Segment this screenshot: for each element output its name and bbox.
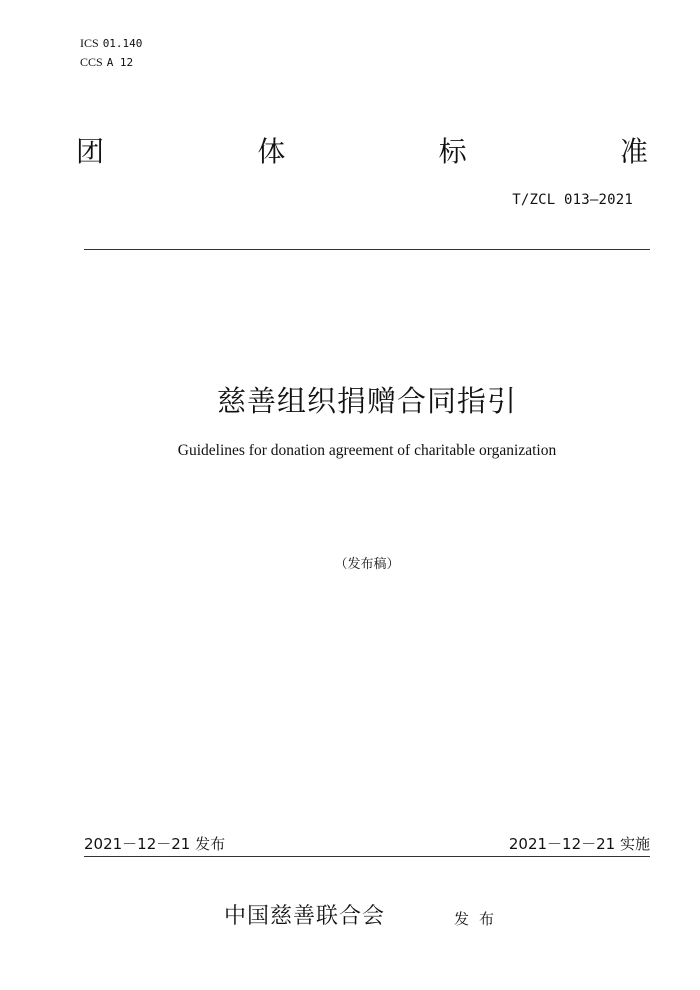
issue-date: 2021－12－21 发布 (84, 835, 226, 853)
ics-label: ICS (80, 36, 99, 50)
title-english: Guidelines for donation agreement of charitable organization (177, 442, 557, 459)
implementation-date: 2021－12－21 实施 (508, 835, 650, 853)
standard-type-char: 准 (619, 135, 648, 168)
publisher-name: 中国慈善联合会 (224, 904, 386, 929)
publish-word: 发布 (454, 910, 505, 928)
standard-type-heading (76, 134, 648, 170)
title-chinese: 慈善组织捐赠合同指引 (216, 384, 517, 418)
ics-line (80, 34, 142, 53)
classification-block (80, 34, 142, 72)
standard-type-char: 团 (76, 135, 105, 168)
standard-type-char: 标 (438, 135, 467, 168)
ccs-line (80, 53, 142, 72)
bottom-divider (84, 856, 650, 857)
ics-code: 01.140 (102, 37, 143, 50)
standard-number: T/ZCL 013—2021 (512, 192, 633, 208)
ccs-code: A 12 (106, 56, 134, 69)
standard-type-char: 体 (257, 135, 286, 168)
ccs-label: CCS (80, 55, 103, 69)
top-divider (84, 249, 650, 250)
draft-label: （发布稿） (334, 557, 400, 572)
